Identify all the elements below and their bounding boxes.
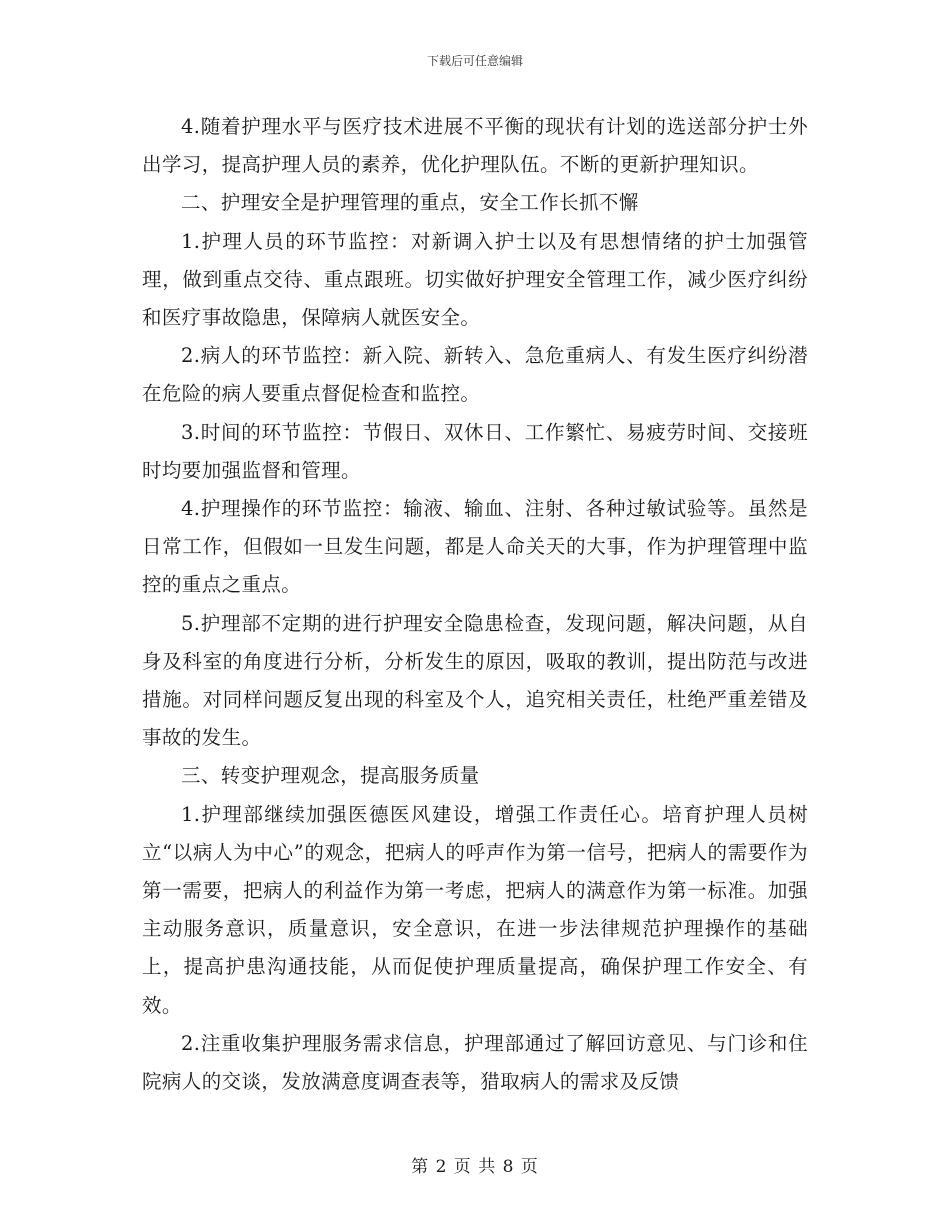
document-body (142, 108, 808, 1101)
paragraph-2-3: 3.时间的环节监控：节假日、双休日、工作繁忙、易疲劳时间、交接班时均要加强监督和管理。 (142, 420, 808, 482)
paragraph-2-4: 4.护理操作的环节监控：输液、输血、注射、各种过敏试验等。虽然是日常工作，但假如一旦发生问题，都是人命关天的大事，作为护理管理中监控的重点之重点。 (142, 497, 808, 597)
section-heading-2: 二、护理安全是护理管理的重点，安全工作长抓不懈 (181, 191, 639, 215)
page-number: 第 2 页 共 8 页 (411, 1157, 539, 1177)
page-header: 下载后可任意编辑 (426, 54, 523, 68)
paragraph-2-1: 1.护理人员的环节监控：对新调入护士以及有思想情绪的护士加强管理，做到重点交待、重点跟班。切实做好护理安全管理工作，减少医疗纠纷和医疗事故隐患，保障病人就医安全。 (142, 229, 808, 330)
paragraph-2-5: 5.护理部不定期的进行护理安全隐患检查，发现问题，解决问题，从自身及科室的角度进行分析，分析发生的原因，吸取的教训，提出防范与改进措施。对同样问题反复出现的科室及个人，追究相关责任，杜绝严重差错及事故的发生。 (142, 611, 808, 750)
paragraph-1: 4.随着护理水平与医疗技术进展不平衡的现状有计划的选送部分护士外出学习，提高护理人员的素养，优化护理队伍。不断的更新护理知识。 (142, 115, 808, 177)
paragraph-3-1: 1.护理部继续加强医德医风建设，增强工作责任心。培育护理人员树立“以病人为中心”的观念，把病人的呼声作为第一信号，把病人的需要作为第一需要，把病人的利益作为第一考虑，把病人的满意作为第一标准。加强主动服务意识，质量意识，安全意识，在进一步法律规范护理操作的基础上，提高护患沟通技能，从而促使护理质量提高，确保护理工作安全、有效。 (142, 802, 808, 1017)
paragraph-3-2: 2.注重收集护理服务需求信息，护理部通过了解回访意见、与门诊和住院病人的交谈，发放满意度调查表等，猎取病人的需求及反馈 (142, 1031, 808, 1094)
paragraph-2-2: 2.病人的环节监控：新入院、新转入、急危重病人、有发生医疗纠纷潜在危险的病人要重点督促检查和监控。 (142, 344, 808, 406)
section-heading-3: 三、转变护理观念，提高服务质量 (181, 764, 480, 788)
